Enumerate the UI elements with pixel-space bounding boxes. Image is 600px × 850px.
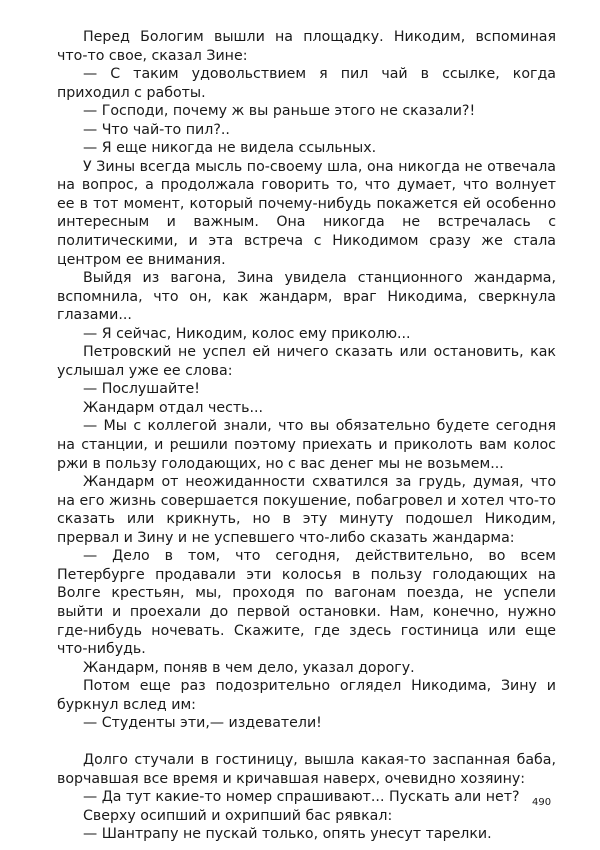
paragraph: — Я еще никогда не видела ссыльных. [83,140,377,157]
paragraph: — Да тут какие-то номер спрашивают... Пускать али нет? [83,789,520,806]
paragraph: — С таким удовольствием я пил чай в ссылке, когда приходил с работы. [57,66,556,101]
paragraph: Жандарм от неожиданности схватился за грудь, думая, что на его жизнь совершается покушение, побагровел и хотел что-то сказать или крикнуть, но в эту минуту подошел Никодим, прервал и Зину и не успевшего что-либо сказать жандарма: [57,474,556,546]
paragraph: — Господи, почему ж вы раньше этого не сказали?! [83,103,476,120]
paragraph: — Что чай-то пил?.. [83,121,230,138]
paragraph: Петровский не успел ей ничего сказать или остановить, как услышал уже ее слова: [57,344,556,379]
body-text [57,28,556,844]
paragraph: — Шантрапу не пускай только, опять унесут тарелки. [83,826,492,843]
paragraph: Потом еще раз подозрительно оглядел Никодима, Зину и буркнул вслед им: [57,678,556,713]
paragraph: — Дело в том, что сегодня, действительно, во всем Петербурге продавали эти колосья в пользу голодающих на Волге крестьян, мы, проходя по вагонам поезда, не успели выйти и проехали до первой остановки. Нам, конечно, нужно где-нибудь ночевать. Скажите, где здесь гостиница или еще что-нибудь. [57,548,556,658]
paragraph: Жандарм, поняв в чем дело, указал дорогу. [83,659,415,676]
paragraph: Перед Бологим вышли на площадку. Никодим, вспоминая что-то свое, сказал Зине: [57,29,556,64]
paragraph: — Послушайте! [83,381,200,398]
paragraph: Сверху осипший и охрипший бас рявкал: [83,807,393,824]
paragraph: — Студенты эти,— издеватели! [83,715,322,732]
paragraph: Выйдя из вагона, Зина увидела станционного жандарма, вспомнила, что он, как жандарм, враг Никодима, сверкнула глазами... [57,270,556,324]
paragraph: — Я сейчас, Никодим, колос ему приколю... [83,325,411,342]
paragraph: Жандарм отдал честь... [83,399,264,416]
paragraph: Долго стучали в гостиницу, вышла какая-то заспанная баба, ворчавшая все время и кричавшая наверх, очевидно хозяину: [57,752,556,787]
paragraph: У Зины всегда мысль по-своему шла, она никогда не отвечала на вопрос, а продолжала говорить то, что думает, что волнует ее в тот момент, который почему-нибудь покажется ей особенно интересным и важным. Она никогда не встречалась с политическими, и эта встреча с Никодимом сразу же стала центром ее внимания. [57,158,556,268]
page-number: 490 [532,797,552,808]
paragraph: — Мы с коллегой знали, что вы обязательно будете сегодня на станции, и решили поэтому приехать и приколоть вам колос ржи в пользу голодающих, но с вас денег мы не возьмем... [57,418,556,472]
